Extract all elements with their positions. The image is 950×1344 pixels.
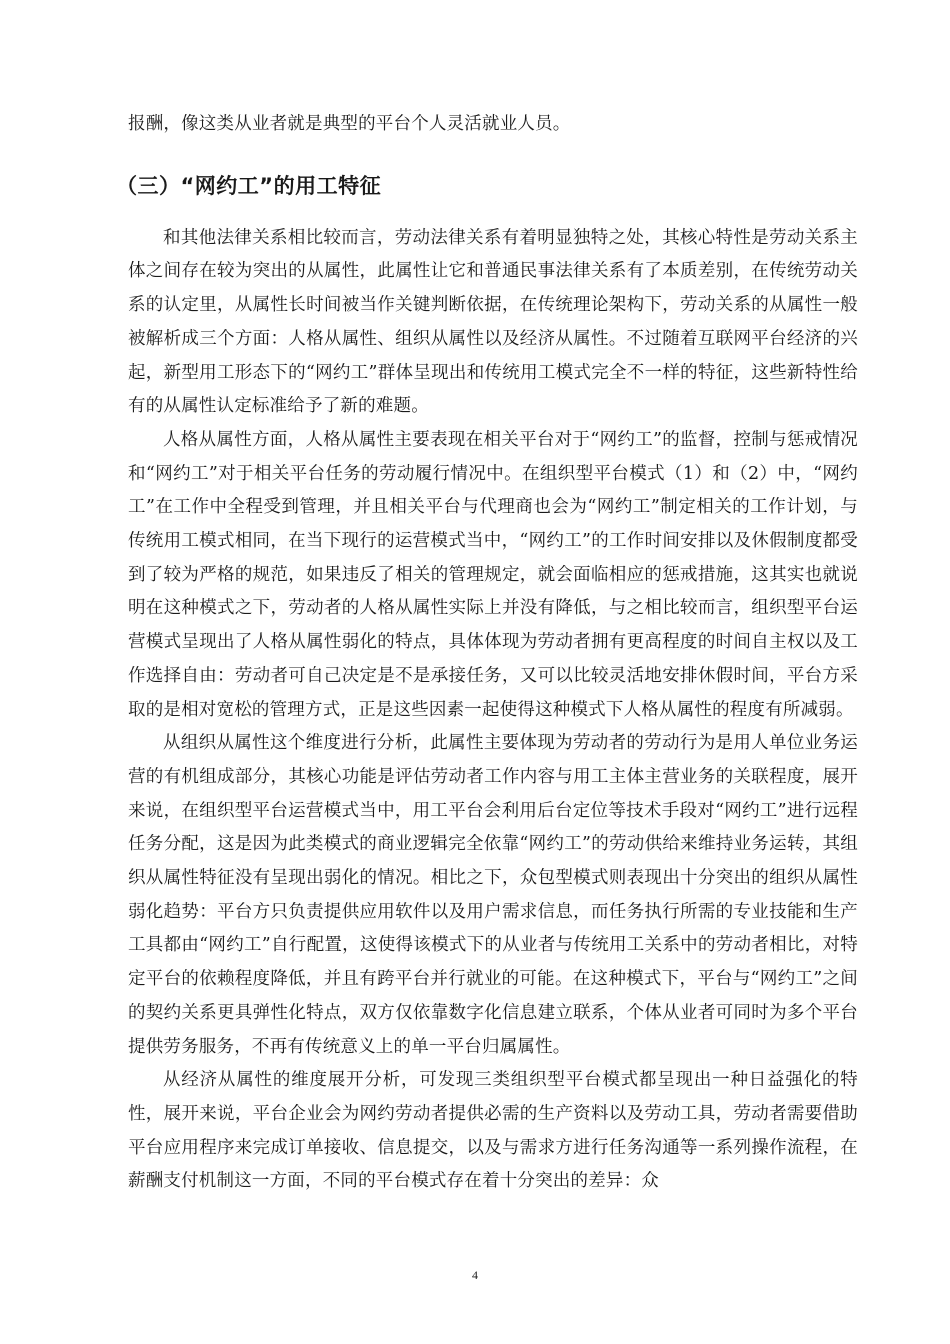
paragraph-4: 从经济从属性的维度展开分析，可发现三类组织型平台模式都呈现出一种日益强化的特性，展开来说，平台企业会为网约劳动者提供必需的生产资料以及劳动工具，劳动者需要借助平台应用程序来完成订单接收、信息提交，以及与需求方进行任务沟通等一系列操作流程，在薪酬支付机制这一方面，不同的平台模式存在着十分突出的差异：众 [128, 1070, 858, 1192]
page-number: 4 [472, 1268, 478, 1282]
section-heading: （三）“网约工”的用工特征 [116, 173, 382, 198]
document-body [116, 108, 858, 1199]
paragraph-2: 人格从属性方面，人格从属性主要表现在相关平台对于“网约工”的监督，控制与惩戒情况和“网约工”对于相关平台任务的劳动履行情况中。在组织型平台模式（1）和（2）中，“网约工”在工作中全程受到管理，并且相关平台与代理商也会为“网约工”制定相关的工作计划，与传统用工模式相同，在当下现行的运营模式当中，“网约工”的工作时间安排以及休假制度都受到了较为严格的规范，如果违反了相关的管理规定，就会面临相应的惩戒措施，这其实也就说明在这种模式之下，劳动者的人格从属性实际上并没有降低，与之相比较而言，组织型平台运营模式呈现出了人格从属性弱化的特点，具体体现为劳动者拥有更高程度的时间自主权以及工作选择自由：劳动者可自己决定是不是承接任务，又可以比较灵活地安排休假时间，平台方采取的是相对宽松的管理方式，正是这些因素一起使得这种模式下人格从属性的程度有所减弱。 [128, 429, 858, 720]
paragraph-1: 和其他法律关系相比较而言，劳动法律关系有着明显独特之处，其核心特性是劳动关系主体之间存在较为突出的从属性，此属性让它和普通民事法律关系有了本质差别，在传统劳动关系的认定里，从属性长时间被当作关键判断依据，在传统理论架构下，劳动关系的从属性一般被解析成三个方面：人格从属性、组织从属性以及经济从属性。不过随着互联网平台经济的兴起，新型用工形态下的“网约工”群体呈现出和传统用工模式完全不一样的特征，这些新特性给有的从属性认定标准给予了新的难题。 [128, 227, 858, 417]
lead-paragraph: 报酬，像这类从业者就是典型的平台个人灵活就业人员。 [128, 114, 571, 134]
paragraph-3: 从组织从属性这个维度进行分析，此属性主要体现为劳动者的劳动行为是用人单位业务运营的有机组成部分，其核心功能是评估劳动者工作内容与用工主体主营业务的关联程度，展开来说，在组织型平台运营模式当中，用工平台会利用后台定位等技术手段对“网约工”进行远程任务分配，这是因为此类模式的商业逻辑完全依靠“网约工”的劳动供给来维持业务运转，其组织从属性特征没有呈现出弱化的情况。相比之下，众包型模式则表现出十分突出的组织从属性弱化趋势：平台方只负责提供应用软件以及用户需求信息，而任务执行所需的专业技能和生产工具都由“网约工”自行配置，这使得该模式下的从业者与传统用工关系中的劳动者相比，对特定平台的依赖程度降低，并且有跨平台并行就业的可能。在这种模式下，平台与“网约工”之间的契约关系更具弹性化特点，双方仅依靠数字化信息建立联系，个体从业者可同时为多个平台提供劳务服务，不再有传统意义上的单一平台归属属性。 [128, 733, 858, 1057]
